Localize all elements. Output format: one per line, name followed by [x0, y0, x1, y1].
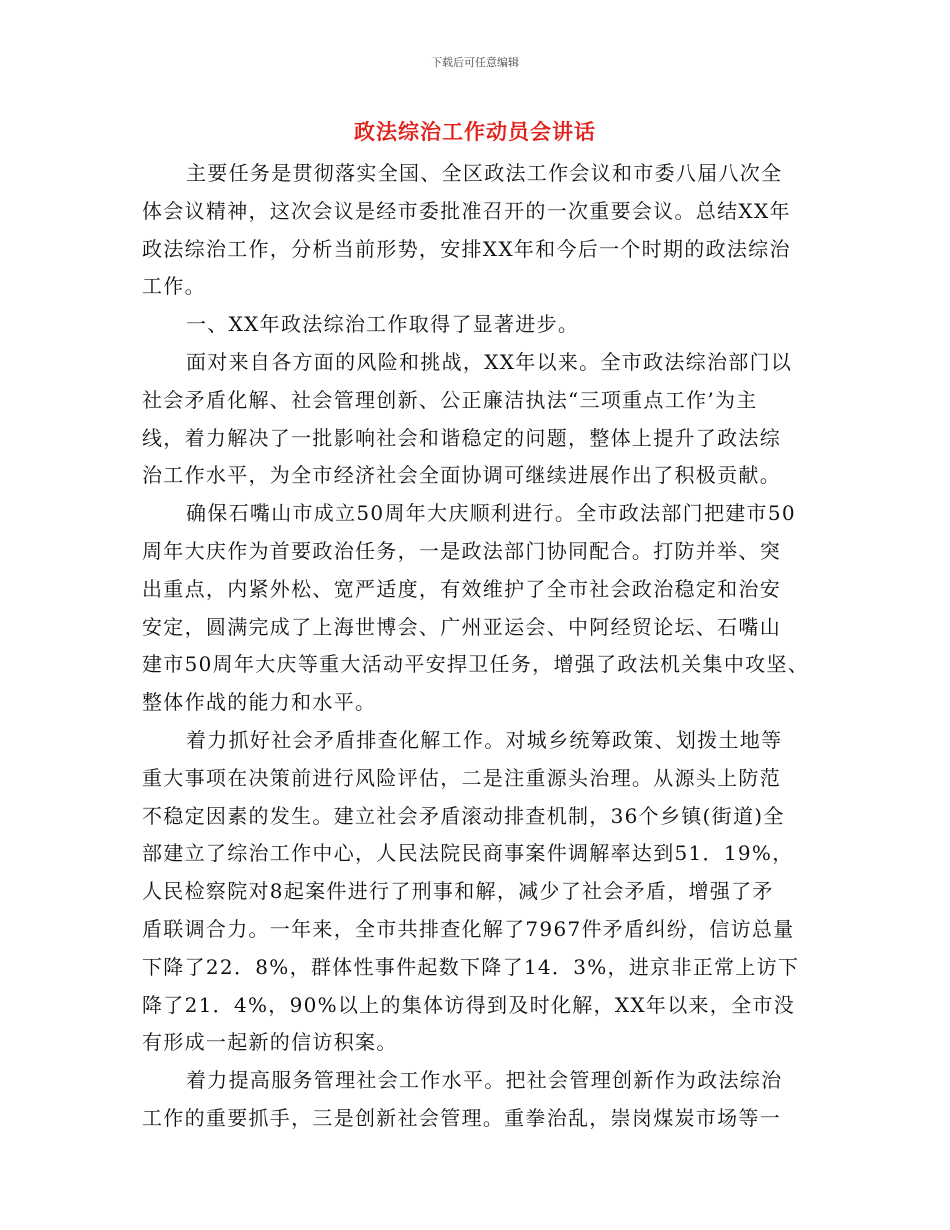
text-line: 线，着力解决了一批影响社会和谐稳定的问题，整体上提升了政法综	[142, 425, 781, 450]
text-line: 下降了22．8%，群体性事件起数下降了14．3%，进京非正常上访下	[142, 954, 800, 979]
text-line: 社会矛盾化解、社会管理创新、公正廉洁执法“三项重点工作’为主	[142, 387, 758, 412]
text-line: 周年大庆作为首要政治任务，一是政法部门协同配合。打防并举、突	[142, 538, 781, 563]
text-line: 体会议精神，这次会议是经市委批准召开的一次重要会议。总结XX年	[142, 198, 791, 223]
text-line: 工作。	[142, 274, 206, 299]
text-line: 着力提高服务管理社会工作水平。把社会管理创新作为政法综治	[186, 1068, 783, 1093]
text-line: 有形成一起新的信访积案。	[142, 1030, 398, 1055]
text-line: 主要任务是贯彻落实全国、全区政法工作会议和市委八届八次全	[186, 161, 783, 185]
text-line: 人民检察院对8起案件进行了刑事和解，减少了社会矛盾，增强了矛	[142, 879, 774, 904]
text-line: 确保石嘴山市成立50周年大庆顺利进行。全市政法部门把建市50	[186, 501, 796, 526]
text-line: 着力抓好社会矛盾排查化解工作。对城乡统筹政策、划拨土地等	[186, 727, 783, 752]
text-line: 重大事项在决策前进行风险评估，二是注重源头治理。从源头上防范	[142, 765, 781, 790]
text-line: 安定，圆满完成了上海世博会、广州亚运会、中阿经贸论坛、石嘴山	[142, 614, 781, 639]
text-line: 工作的重要抓手，三是创新社会管理。重拳治乱，崇岗煤炭市场等一	[142, 1105, 781, 1130]
text-line: 政法综治工作，分析当前形势，安排XX年和今后一个时期的政法综治	[142, 236, 791, 261]
text-line: 盾联调合力。一年来，全市共排查化解了7967件矛盾纠纷，信访总量	[142, 916, 795, 941]
text-line: 整体作战的能力和水平。	[142, 690, 377, 715]
text-line: 建市50周年大庆等重大活动平安捍卫任务，增强了政法机关集中攻坚、	[142, 652, 810, 677]
document-title: 政法综治工作动员会讲话	[354, 120, 596, 144]
text-line: 出重点，内紧外松、宽严适度，有效维护了全市社会政治稳定和治安	[142, 576, 781, 601]
text-line: 面对来自各方面的风险和挑战，XX年以来。全市政法综治部门以	[186, 349, 793, 374]
text-line: 一、XX年政法综治工作取得了显著进步。	[186, 312, 580, 337]
text-line: 部建立了综治工作中心，人民法院民商事案件调解率达到51．19%，	[142, 841, 794, 866]
text-line: 治工作水平，为全市经济社会全面协调可继续进展作出了积极贡献。	[142, 463, 781, 488]
text-line: 不稳定因素的发生。建立社会矛盾滚动排查机制，36个乡镇(街道)全	[142, 803, 785, 828]
header-note: 下载后可任意编辑	[431, 56, 519, 69]
document-body	[142, 155, 814, 1138]
text-line: 降了21．4%，90%以上的集体访得到及时化解，XX年以来，全市没	[142, 992, 796, 1017]
